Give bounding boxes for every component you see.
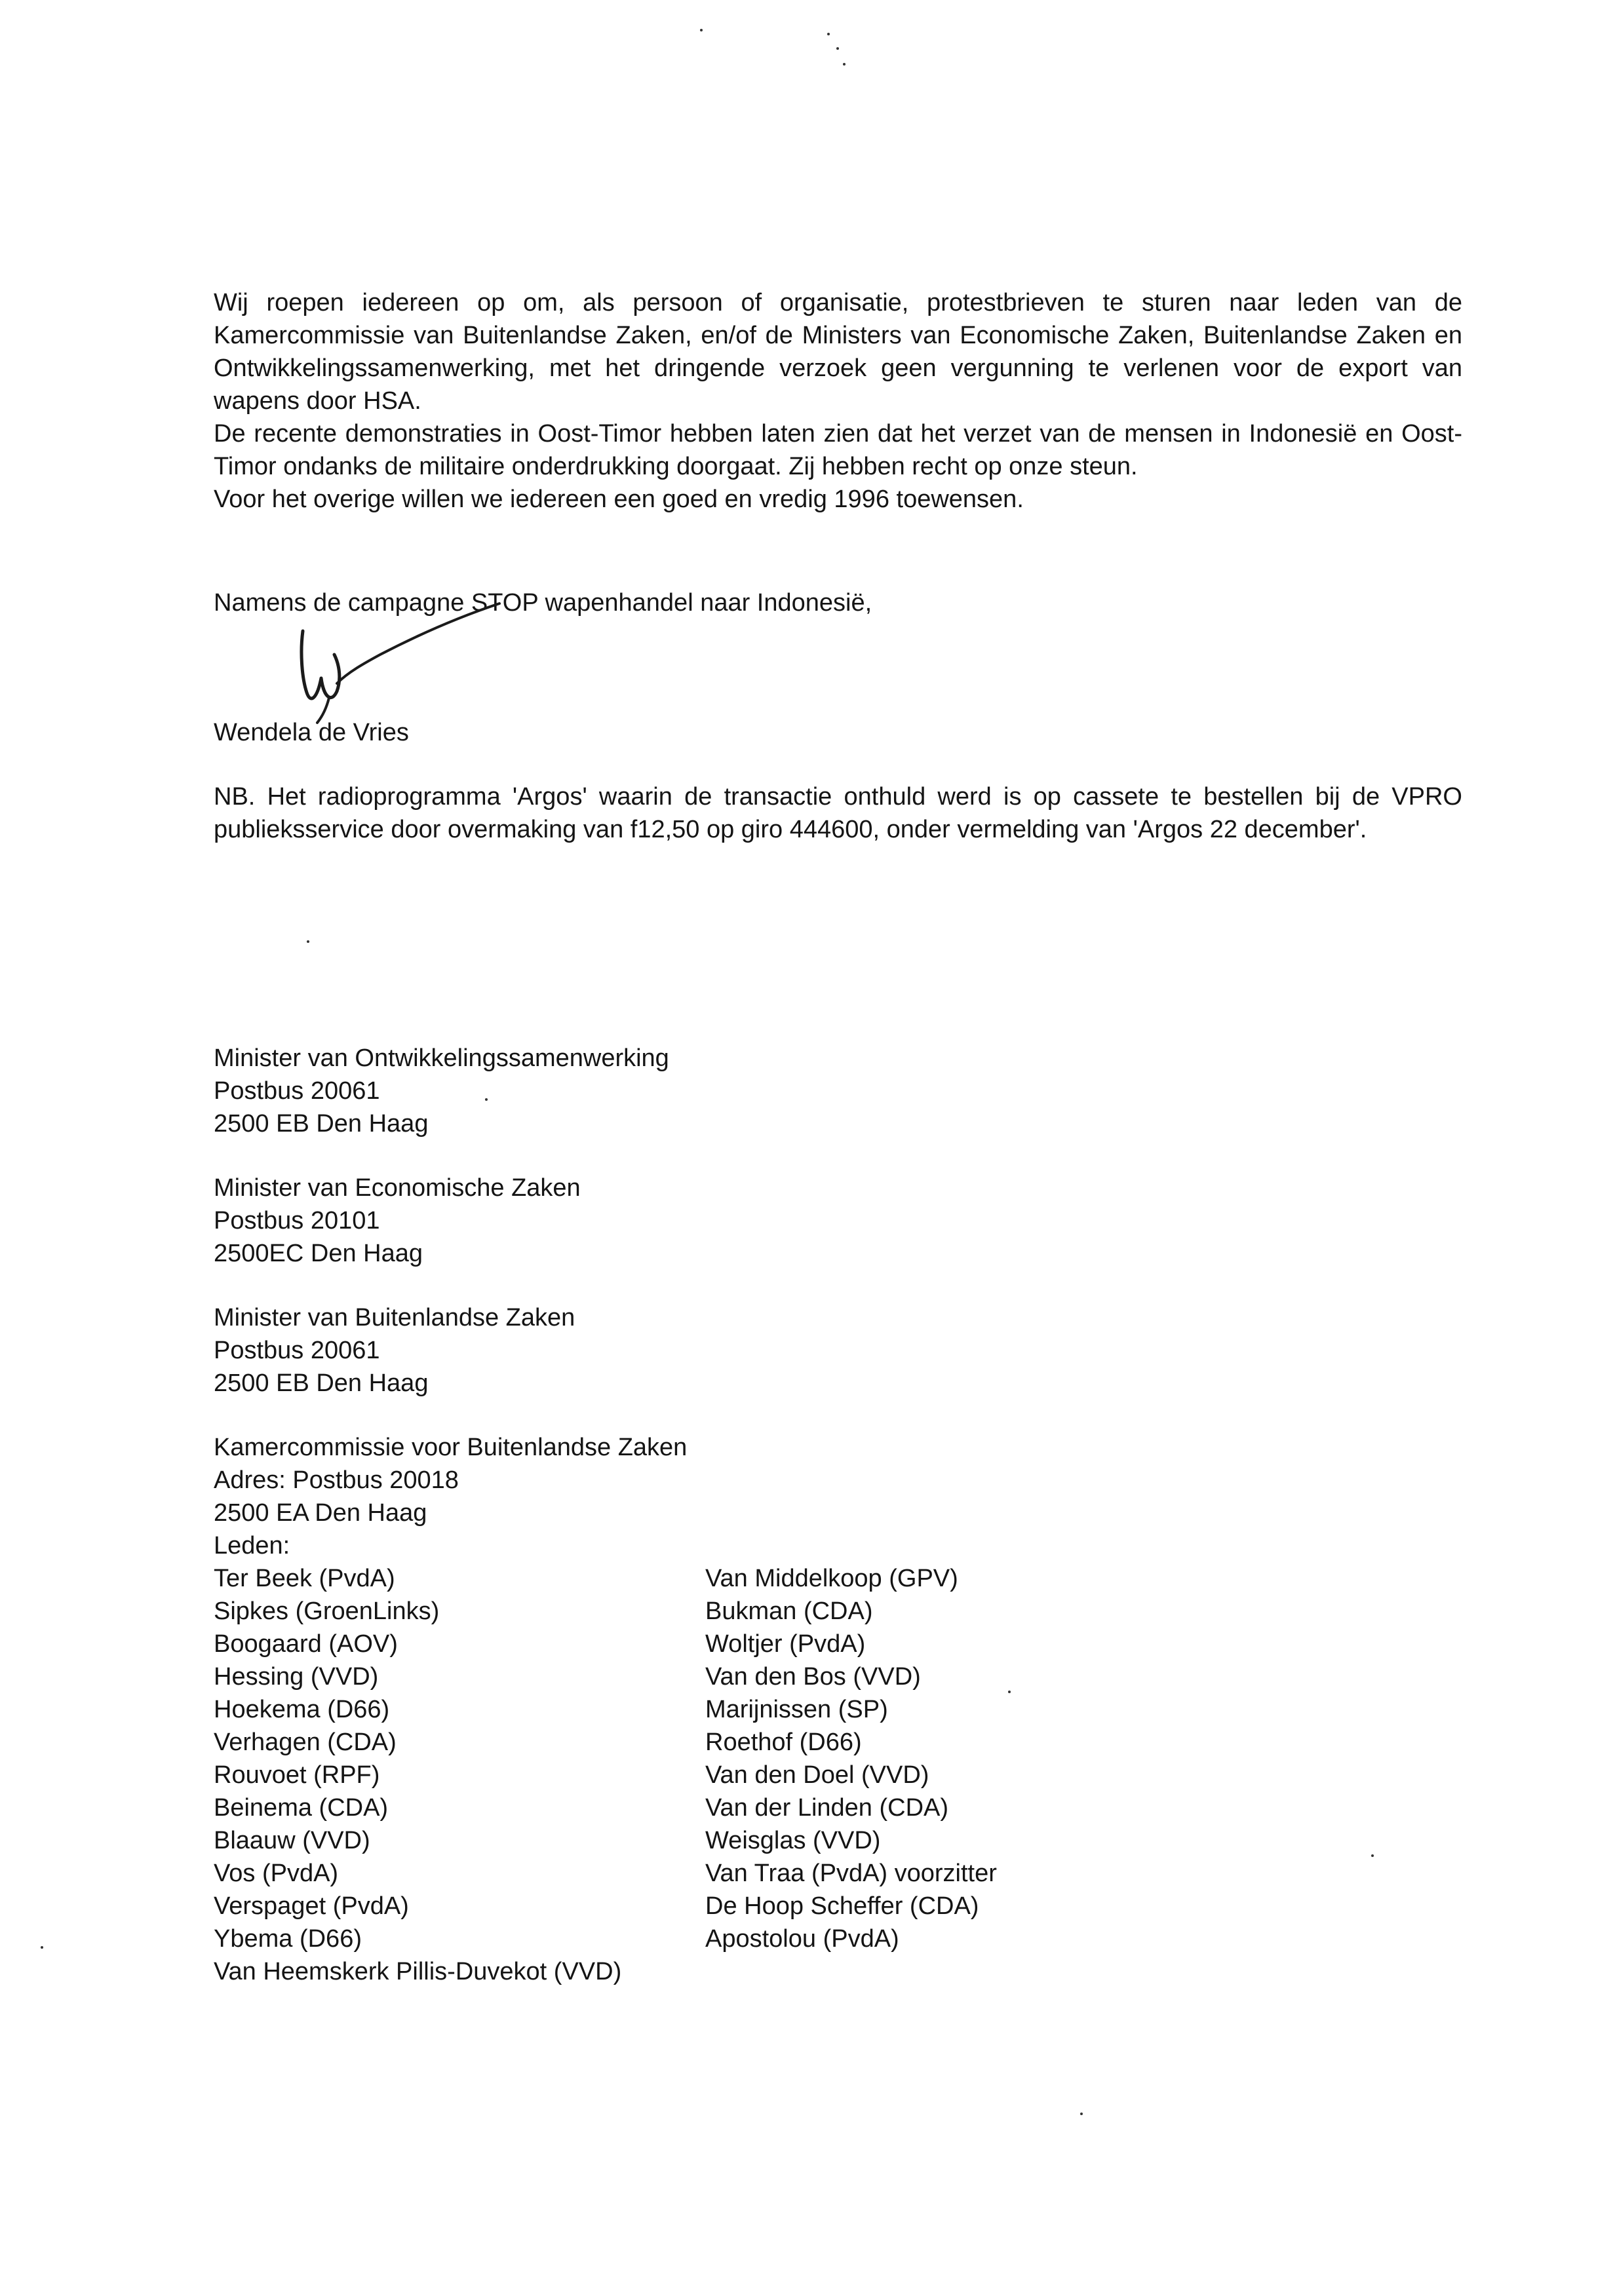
note-paragraph: NB. Het radioprogramma 'Argos' waarin de transactie onthuld werd is op cassete te bestellen bij de VPRO publieksservice door overmaking van f12,50 op giro 444600, onder vermelding van 'Argos 22 december'. xyxy=(214,783,1462,843)
member-item: Van Heemskerk Pillis-Duvekot (VVD) xyxy=(214,1958,622,1985)
members-list-right xyxy=(705,1562,997,1955)
member-item: Sipkes (GroenLinks) xyxy=(214,1598,440,1625)
member-item: Verhagen (CDA) xyxy=(214,1729,397,1756)
member-item: Marijnissen (SP) xyxy=(705,1696,888,1723)
scan-speck xyxy=(1008,1691,1011,1693)
appeal-paragraph: Wij roepen iedereen op om, als persoon of organisatie, protestbrieven te sturen naar leden van de Kamercommissie van Buitenlandse Zaken, en/of de Ministers van Economische Zaken, Buitenlandse Zaken en Ontwikkelingssamenwerking, met het dringende verzoek geen vergunning te verlenen voor de export van wapens door HSA. xyxy=(214,289,1462,415)
scan-speck xyxy=(843,63,846,66)
member-item: Boogaard (AOV) xyxy=(214,1630,398,1658)
members-label: Leden: xyxy=(214,1532,290,1559)
scan-speck xyxy=(836,47,839,50)
member-item: De Hoop Scheffer (CDA) xyxy=(705,1892,979,1920)
member-item: Van der Linden (CDA) xyxy=(705,1794,949,1822)
scan-speck xyxy=(700,29,703,31)
scan-speck xyxy=(827,33,830,35)
member-item: Van Traa (PvdA) voorzitter xyxy=(705,1860,997,1887)
scan-speck xyxy=(1371,1854,1374,1857)
member-item: Bukman (CDA) xyxy=(705,1598,873,1625)
scan-speck xyxy=(1080,2113,1083,2115)
member-item: Ybema (D66) xyxy=(214,1925,362,1953)
address-block-foreign-affairs xyxy=(214,1301,575,1400)
on-behalf-line: Namens de campagne STOP wapenhandel naar Indonesië, xyxy=(214,589,872,617)
address-line: Postbus 20061 xyxy=(214,1337,380,1364)
address-line: 2500 EB Den Haag xyxy=(214,1369,429,1397)
member-item: Apostolou (PvdA) xyxy=(705,1925,899,1953)
committee-name: Kamercommissie voor Buitenlandse Zaken xyxy=(214,1434,688,1461)
address-line: 2500EC Den Haag xyxy=(214,1240,423,1267)
wishes-paragraph: Voor het overige willen we iedereen een goed en vredig 1996 toewensen. xyxy=(214,486,1024,513)
member-item: Van Middelkoop (GPV) xyxy=(705,1565,958,1592)
address-name: Minister van Economische Zaken xyxy=(214,1174,581,1202)
member-item: Blaauw (VVD) xyxy=(214,1827,370,1854)
member-item: Weisglas (VVD) xyxy=(705,1827,881,1854)
member-item: Hoekema (D66) xyxy=(214,1696,390,1723)
scan-speck xyxy=(41,1946,43,1949)
member-item: Verspaget (PvdA) xyxy=(214,1892,409,1920)
members-list-left xyxy=(214,1562,621,1988)
address-line: Postbus 20061 xyxy=(214,1077,380,1105)
address-line: Postbus 20101 xyxy=(214,1207,380,1234)
address-block-development xyxy=(214,1042,669,1140)
member-item: Vos (PvdA) xyxy=(214,1860,339,1887)
member-item: Van den Bos (VVD) xyxy=(705,1663,921,1691)
committee-city: 2500 EA Den Haag xyxy=(214,1499,427,1527)
member-item: Roethof (D66) xyxy=(705,1729,862,1756)
address-name: Minister van Ontwikkelingssamenwerking xyxy=(214,1044,669,1072)
address-name: Minister van Buitenlandse Zaken xyxy=(214,1304,575,1331)
member-item: Van den Doel (VVD) xyxy=(705,1761,929,1789)
committee-address: Adres: Postbus 20018 xyxy=(214,1466,459,1494)
signer-name: Wendela de Vries xyxy=(214,719,409,746)
member-item: Woltjer (PvdA) xyxy=(705,1630,866,1658)
address-line: 2500 EB Den Haag xyxy=(214,1110,429,1138)
demonstrations-paragraph: De recente demonstraties in Oost-Timor hebben laten zien dat het verzet van de mensen in Indonesië en Oost-Timor ondanks de militaire onderdrukking doorgaat. Zij hebben recht op onze steun. xyxy=(214,420,1462,480)
member-item: Hessing (VVD) xyxy=(214,1663,379,1691)
address-block-economic-affairs xyxy=(214,1172,581,1270)
committee-address-block xyxy=(214,1431,687,1562)
member-item: Ter Beek (PvdA) xyxy=(214,1565,395,1592)
scan-speck xyxy=(485,1098,488,1101)
letter-body xyxy=(214,286,1462,516)
scan-speck xyxy=(307,940,309,943)
handwritten-signature xyxy=(288,600,511,731)
member-item: Beinema (CDA) xyxy=(214,1794,389,1822)
member-item: Rouvoet (RPF) xyxy=(214,1761,380,1789)
